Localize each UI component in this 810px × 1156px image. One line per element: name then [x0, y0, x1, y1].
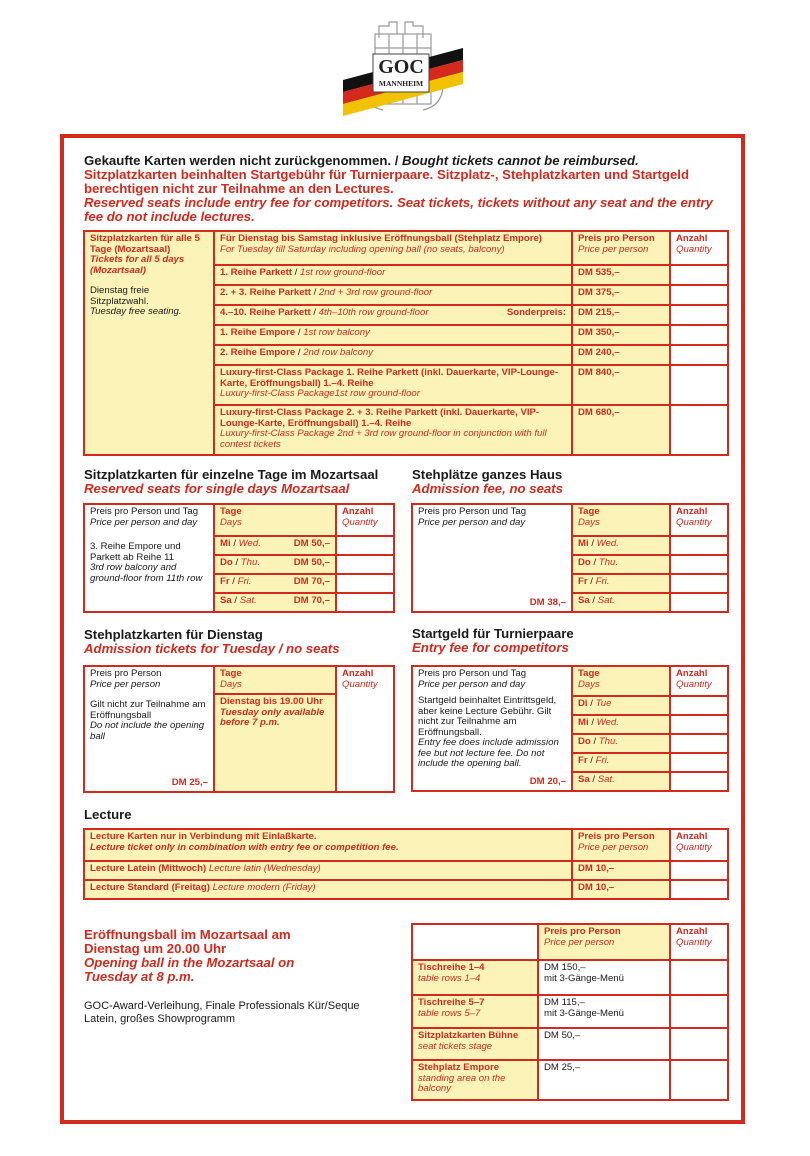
ticket-row: Luxury-first-Class Package 1. Reihe Parkett (inkl. Dauerkarte, VIP-Lounge-Karte, Eröffnungsball) 1.–4. Reihe Luxury-first-Class Package1st row ground-floor	[214, 365, 572, 405]
tuesday-left-cell: Preis pro Person Price per person Gilt nicht zur Teilnahme am Eröffnungsball Do not include the opening ball DM 25,–	[84, 666, 214, 792]
table-single-days	[83, 503, 395, 613]
day-row: Sa / Sat.	[572, 772, 670, 791]
tuesday-price: DM 25,–	[171, 776, 208, 788]
quantity-input[interactable]	[670, 285, 728, 305]
opening-ball-description: GOC-Award-Verleihung, Finale Professionals Kür/Seque Latein, großes Showprogramm	[84, 1000, 360, 1025]
table-opening-ball	[411, 923, 729, 1101]
quantity-input[interactable]	[336, 536, 394, 555]
ball-row: Tischreihe 5–7 table rows 5–7	[412, 995, 538, 1028]
table-lecture	[83, 828, 729, 900]
quantity-header: Anzahl Quantity	[670, 504, 728, 536]
quantity-input[interactable]	[336, 593, 394, 612]
quantity-input[interactable]	[670, 265, 728, 285]
table-tuesday	[83, 665, 395, 793]
days-header: Tage Days	[572, 504, 670, 536]
day-row: Do / Thu.	[572, 734, 670, 753]
quantity-input[interactable]	[670, 574, 728, 593]
intro-line-2: Sitzplatzkarten beinhalten Startgebühr für Turnierpaare. Sitzplatz-, Stehplatzkarten und Startgeld berechtigen nicht zur Teilnahme an den Lectures.	[84, 167, 689, 196]
ticket-price: DM 375,–	[572, 285, 670, 305]
days-header: Tage Days	[572, 666, 670, 696]
table-competitors	[411, 665, 729, 792]
quantity-input[interactable]	[670, 861, 728, 880]
price-header: Preis pro Person Price per person	[572, 829, 670, 861]
lecture-row: Lecture Standard (Freitag) Lecture modern (Friday)	[84, 880, 572, 899]
intro-line-1: Gekaufte Karten werden nicht zurückgenommen. / Bought tickets cannot be reimbursed.	[84, 153, 639, 168]
ball-price: DM 50,–	[538, 1028, 670, 1060]
logo-goc-text: GOC	[378, 56, 424, 78]
quantity-input[interactable]	[670, 1060, 728, 1100]
quantity-input[interactable]	[670, 405, 728, 455]
quantity-input[interactable]	[670, 772, 728, 791]
ticket-price: DM 840,–	[572, 365, 670, 405]
day-row: Do / Thu. DM 50,–	[214, 555, 336, 574]
day-row: Di / Tue	[572, 696, 670, 715]
day-row: Sa / Sat.	[572, 593, 670, 612]
ticket-row: 2. + 3. Reihe Parkett / 2nd + 3rd row ground-floor	[214, 285, 572, 305]
quantity-input[interactable]	[336, 574, 394, 593]
quantity-input[interactable]	[670, 880, 728, 899]
quantity-header: Anzahl Quantity	[336, 504, 394, 536]
quantity-input[interactable]	[670, 1028, 728, 1060]
ball-row: Sitzplatzkarten Bühne seat tickets stage	[412, 1028, 538, 1060]
quantity-input[interactable]	[670, 345, 728, 365]
ticket-row: 4.–10. Reihe Parkett / 4th–10th row ground-floor Sonderpreis:	[214, 305, 572, 325]
lecture-row: Lecture Latein (Mittwoch) Lecture latin (Wednesday)	[84, 861, 572, 880]
ball-price: DM 150,– mit 3-Gänge-Menü	[538, 960, 670, 995]
quantity-input[interactable]	[670, 734, 728, 753]
ticket-price: DM 215,–	[572, 305, 670, 325]
quantity-input[interactable]	[670, 995, 728, 1028]
section-title-tuesday: Stehplatzkarten für Dienstag Admission tickets for Tuesday / no seats	[84, 627, 340, 656]
quantity-header: Anzahl Quantity	[336, 666, 394, 792]
single-days-left-cell: Preis pro Person und Tag Price per person and day 3. Reihe Empore und Parkett ab Reihe 11 3rd row balcony and ground-floor from 11th row	[84, 504, 214, 612]
section-title-single-days: Sitzplatzkarten für einzelne Tage im Mozartsaal Reserved seats for single days Mozartsaal	[84, 467, 379, 496]
ticket-price: DM 680,–	[572, 405, 670, 455]
quantity-input[interactable]	[670, 536, 728, 555]
competitors-price: DM 20,–	[529, 775, 566, 787]
quantity-header: Anzahl Quantity	[670, 924, 728, 960]
lecture-price: DM 10,–	[572, 861, 670, 880]
competitors-left-cell: Preis pro Person und Tag Price per person and day Startgeld beinhaltet Eintrittsgeld, aber keine Lecture Gebühr. Gilt nicht zur Teilnahme am Eröffnungsball. Entry fee does include admission fee but not lecture fee. Do not include the opening ball. DM 20,–	[412, 666, 572, 791]
intro-line-3: Reserved seats include entry fee for competitors. Seat tickets, tickets without any seat and the entry fee do not include lectures.	[84, 195, 713, 224]
quantity-header: Anzahl Quantity	[670, 666, 728, 696]
blank-header-cell	[412, 924, 538, 960]
goc-logo	[335, 18, 470, 118]
quantity-input[interactable]	[670, 715, 728, 734]
quantity-input[interactable]	[670, 305, 728, 325]
logo-mannheim-text: MANNHEIM	[378, 79, 424, 88]
admission-left-cell: Preis pro Person und Tag Price per person and day DM 38,–	[412, 504, 572, 612]
quantity-input[interactable]	[336, 555, 394, 574]
quantity-input[interactable]	[670, 696, 728, 715]
section-title-opening-ball: Eröffnungsball im Mozartsaal am Dienstag um 20.00 Uhr Opening ball in the Mozartsaal on Tuesday at 8 p.m.	[84, 927, 295, 984]
ticket-price: DM 350,–	[572, 325, 670, 345]
price-header: Preis pro Person Price per person	[538, 924, 670, 960]
day-row: Sa / Sat. DM 70,–	[214, 593, 336, 612]
quantity-header: Anzahl Quantity	[670, 231, 728, 265]
ticket-price: DM 535,–	[572, 265, 670, 285]
quantity-header: Anzahl Quantity	[670, 829, 728, 861]
section-title-competitors: Startgeld für Turnierpaare Entry fee for competitors	[412, 626, 574, 655]
quantity-input[interactable]	[670, 325, 728, 345]
price-header: Preis pro Person Price per person	[572, 231, 670, 265]
day-row: Fr / Fri. DM 70,–	[214, 574, 336, 593]
day-row: Fr / Fri.	[572, 574, 670, 593]
day-row: Mi / Wed.	[572, 715, 670, 734]
quantity-input[interactable]	[670, 555, 728, 574]
section-title-admission: Stehplätze ganzes Haus Admission fee, no seats	[412, 467, 563, 496]
ball-row: Tischreihe 1–4 table rows 1–4	[412, 960, 538, 995]
days-header: Tage Days	[214, 666, 336, 694]
table-admission	[411, 503, 729, 613]
ticket-row: 1. Reihe Empore / 1st row balcony	[214, 325, 572, 345]
quantity-input[interactable]	[670, 365, 728, 405]
lecture-header: Lecture Karten nur in Verbindung mit Einlaßkarte. Lecture ticket only in combination with entry fee or competition fee.	[84, 829, 572, 861]
lecture-price: DM 10,–	[572, 880, 670, 899]
day-row: Fr / Fri.	[572, 753, 670, 772]
quantity-input[interactable]	[670, 753, 728, 772]
day-row: Mi / Wed. DM 50,–	[214, 536, 336, 555]
section-title-lecture: Lecture	[84, 807, 132, 822]
day-row: Mi / Wed.	[572, 536, 670, 555]
five-day-left-cell: Sitzplatzkarten für alle 5 Tage (Mozartsaal) Tickets for all 5 days (Mozartsaal) Dienstag freie Sitzplatzwahl. Tuesday free seating.	[84, 231, 214, 455]
ball-price: DM 25,–	[538, 1060, 670, 1100]
tuesday-day-cell: Dienstag bis 19.00 Uhr Tuesday only available before 7 p.m.	[214, 694, 336, 792]
quantity-input[interactable]	[670, 593, 728, 612]
day-row: Do / Thu.	[572, 555, 670, 574]
five-day-header: Für Dienstag bis Samstag inklusive Eröffnungsball (Stehplatz Empore) For Tuesday till Saturday including opening ball (no seats, balcony)	[214, 231, 572, 265]
ball-row: Stehplatz Empore standing area on the balcony	[412, 1060, 538, 1100]
intro-text	[84, 154, 734, 224]
admission-price: DM 38,–	[529, 596, 566, 608]
table-five-day-tickets	[83, 230, 729, 456]
ticket-price: DM 240,–	[572, 345, 670, 365]
ticket-row: 1. Reihe Parkett / 1st row ground-floor	[214, 265, 572, 285]
ticket-row: 2. Reihe Empore / 2nd row balcony	[214, 345, 572, 365]
quantity-input[interactable]	[670, 960, 728, 995]
ball-price: DM 115,– mit 3-Gänge-Menü	[538, 995, 670, 1028]
ticket-row: Luxury-first-Class Package 2. + 3. Reihe Parkett (inkl. Dauerkarte, VIP-Lounge-Karte, Eröffnungsball) 1.–4. Reihe Luxury-first-Class Package 2nd + 3rd row ground-floor in conjunction with full contest tickets	[214, 405, 572, 455]
days-header: Tage Days	[214, 504, 336, 536]
